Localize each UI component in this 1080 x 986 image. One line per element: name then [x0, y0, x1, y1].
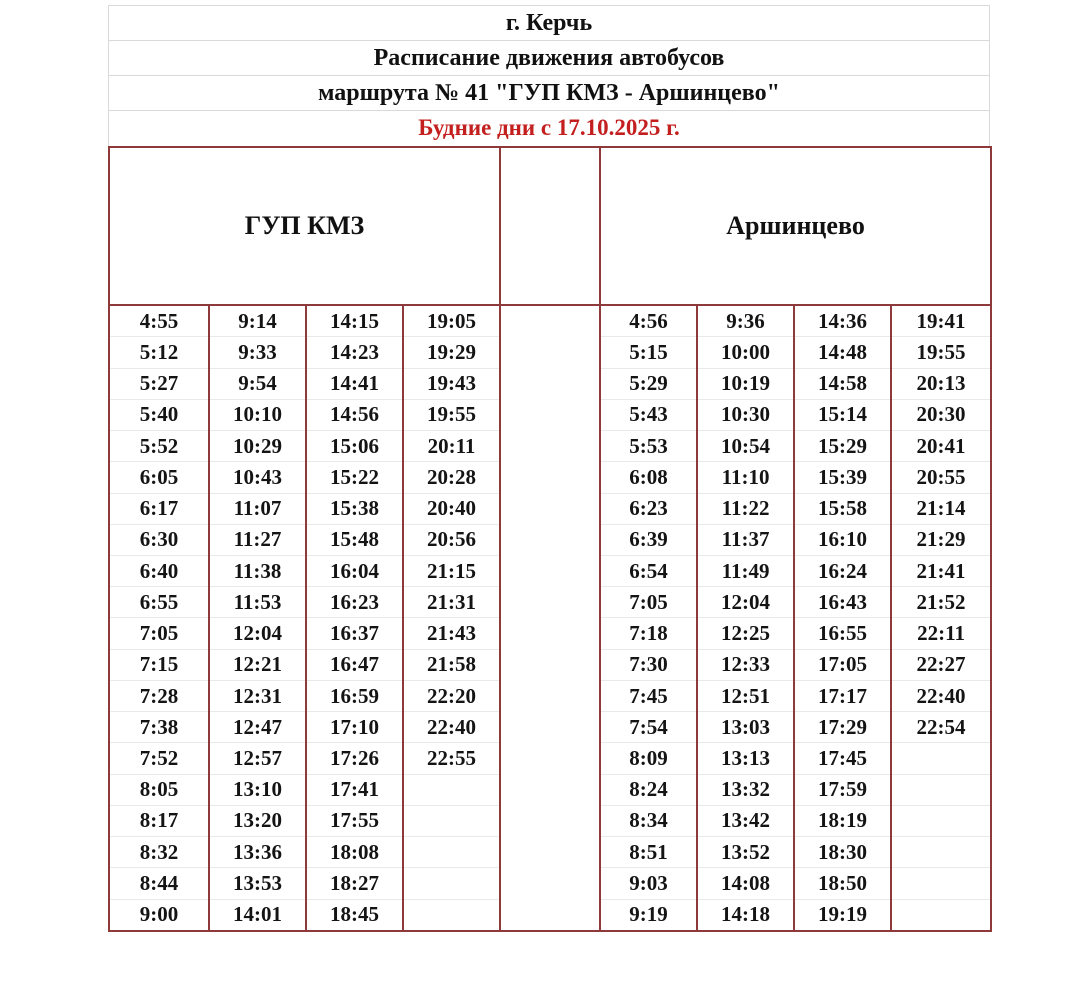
time-cell-arshintsevo: 9:36: [697, 305, 794, 337]
time-cell-arshintsevo: 21:14: [891, 493, 991, 524]
time-cell-arshintsevo: 6:23: [600, 493, 697, 524]
time-cell-arshintsevo: 5:15: [600, 337, 697, 368]
time-cell-gup-kmz: 22:20: [403, 680, 500, 711]
group-header-row: [109, 147, 991, 305]
time-cell-gup-kmz: 18:08: [306, 837, 403, 868]
time-cell-arshintsevo: 18:50: [794, 868, 891, 899]
time-cell-arshintsevo: 21:29: [891, 524, 991, 555]
time-cell-arshintsevo: 16:55: [794, 618, 891, 649]
time-cell-arshintsevo: 10:00: [697, 337, 794, 368]
schedule-sheet: [108, 5, 990, 932]
timetable: [108, 146, 992, 932]
time-cell-gup-kmz: 20:11: [403, 431, 500, 462]
time-cell-arshintsevo: 18:19: [794, 805, 891, 836]
time-cell-gup-kmz: 10:43: [209, 462, 306, 493]
time-cell-arshintsevo: 15:14: [794, 399, 891, 430]
time-cell-gup-kmz: 11:53: [209, 587, 306, 618]
time-cell-gup-kmz: 21:43: [403, 618, 500, 649]
time-cell-gup-kmz: 13:10: [209, 774, 306, 805]
time-cell-gup-kmz: 14:15: [306, 305, 403, 337]
time-cell-gup-kmz: 18:27: [306, 868, 403, 899]
time-cell-gup-kmz: 13:53: [209, 868, 306, 899]
time-cell-gup-kmz: 19:43: [403, 368, 500, 399]
time-cell-arshintsevo: 17:45: [794, 743, 891, 774]
time-cell-gup-kmz: 5:52: [109, 431, 209, 462]
time-cell-gup-kmz: 11:27: [209, 524, 306, 555]
time-cell-gup-kmz: 12:21: [209, 649, 306, 680]
time-cell-gup-kmz: [403, 868, 500, 899]
time-cell-gup-kmz: 7:28: [109, 680, 209, 711]
time-cell-gup-kmz: 9:14: [209, 305, 306, 337]
time-cell-arshintsevo: [891, 774, 991, 805]
time-cell-arshintsevo: 19:19: [794, 899, 891, 931]
time-cell-gup-kmz: 5:27: [109, 368, 209, 399]
time-cell-arshintsevo: 17:05: [794, 649, 891, 680]
time-cell-arshintsevo: 12:04: [697, 587, 794, 618]
time-cell-arshintsevo: 11:10: [697, 462, 794, 493]
time-cell-gup-kmz: 16:59: [306, 680, 403, 711]
time-cell-arshintsevo: 20:41: [891, 431, 991, 462]
time-cell-arshintsevo: 22:11: [891, 618, 991, 649]
time-cell-gup-kmz: 17:55: [306, 805, 403, 836]
timetable-body: [109, 305, 991, 931]
time-cell-arshintsevo: 19:55: [891, 337, 991, 368]
time-cell-arshintsevo: 15:39: [794, 462, 891, 493]
time-cell-gup-kmz: 12:47: [209, 712, 306, 743]
time-cell-arshintsevo: 12:33: [697, 649, 794, 680]
time-cell-arshintsevo: 19:41: [891, 305, 991, 337]
time-cell-arshintsevo: 7:30: [600, 649, 697, 680]
time-cell-gup-kmz: 6:40: [109, 555, 209, 586]
time-cell-gup-kmz: 21:15: [403, 555, 500, 586]
time-cell-arshintsevo: [891, 743, 991, 774]
time-cell-arshintsevo: 15:58: [794, 493, 891, 524]
time-cell-arshintsevo: 22:27: [891, 649, 991, 680]
time-cell-gup-kmz: 8:17: [109, 805, 209, 836]
time-cell-gup-kmz: 19:55: [403, 399, 500, 430]
time-cell-arshintsevo: 16:43: [794, 587, 891, 618]
time-cell-gup-kmz: 16:47: [306, 649, 403, 680]
time-cell-arshintsevo: 13:13: [697, 743, 794, 774]
time-cell-arshintsevo: 8:24: [600, 774, 697, 805]
time-cell-arshintsevo: 10:54: [697, 431, 794, 462]
time-cell-arshintsevo: 16:10: [794, 524, 891, 555]
time-cell-arshintsevo: 14:36: [794, 305, 891, 337]
time-cell-arshintsevo: 15:29: [794, 431, 891, 462]
time-cell-gup-kmz: [403, 899, 500, 931]
title-block: [108, 5, 990, 146]
time-cell-gup-kmz: 6:55: [109, 587, 209, 618]
time-cell-arshintsevo: 6:08: [600, 462, 697, 493]
time-cell-arshintsevo: 22:54: [891, 712, 991, 743]
time-cell-arshintsevo: [891, 837, 991, 868]
time-cell-gup-kmz: 7:05: [109, 618, 209, 649]
time-cell-arshintsevo: 17:17: [794, 680, 891, 711]
time-cell-arshintsevo: 13:32: [697, 774, 794, 805]
time-cell-gup-kmz: 12:57: [209, 743, 306, 774]
time-cell-arshintsevo: [891, 868, 991, 899]
time-cell-gup-kmz: 5:12: [109, 337, 209, 368]
time-cell-gup-kmz: 17:41: [306, 774, 403, 805]
time-cell-gup-kmz: 22:40: [403, 712, 500, 743]
time-cell-arshintsevo: 5:43: [600, 399, 697, 430]
time-cell-arshintsevo: 8:51: [600, 837, 697, 868]
time-cell-gup-kmz: 14:23: [306, 337, 403, 368]
schedule-title: Расписание движения автобусов: [109, 41, 989, 76]
timetable-header: [109, 147, 991, 305]
time-cell-arshintsevo: 5:29: [600, 368, 697, 399]
time-cell-gup-kmz: 17:10: [306, 712, 403, 743]
time-cell-arshintsevo: 5:53: [600, 431, 697, 462]
time-cell-gup-kmz: 6:17: [109, 493, 209, 524]
time-cell-gup-kmz: 22:55: [403, 743, 500, 774]
time-cell-arshintsevo: 7:45: [600, 680, 697, 711]
time-cell-gup-kmz: 20:40: [403, 493, 500, 524]
time-cell-gup-kmz: 9:00: [109, 899, 209, 931]
validity-title: Будние дни с 17.10.2025 г.: [418, 115, 680, 140]
time-cell-gup-kmz: 8:44: [109, 868, 209, 899]
time-cell-arshintsevo: 13:52: [697, 837, 794, 868]
time-cell-gup-kmz: 13:36: [209, 837, 306, 868]
time-cell-gup-kmz: 16:37: [306, 618, 403, 649]
time-cell-gup-kmz: 11:38: [209, 555, 306, 586]
time-cell-arshintsevo: 17:59: [794, 774, 891, 805]
time-cell-arshintsevo: 20:30: [891, 399, 991, 430]
time-cell-gup-kmz: 17:26: [306, 743, 403, 774]
time-cell-arshintsevo: 11:49: [697, 555, 794, 586]
time-cell-arshintsevo: 18:30: [794, 837, 891, 868]
time-cell-gup-kmz: 15:48: [306, 524, 403, 555]
time-cell-gup-kmz: 10:10: [209, 399, 306, 430]
time-cell-gup-kmz: 11:07: [209, 493, 306, 524]
time-cell-gup-kmz: 16:04: [306, 555, 403, 586]
time-cell-gup-kmz: 7:38: [109, 712, 209, 743]
time-cell-arshintsevo: 20:13: [891, 368, 991, 399]
time-cell-gup-kmz: [403, 837, 500, 868]
time-cell-arshintsevo: 22:40: [891, 680, 991, 711]
time-cell-arshintsevo: 6:54: [600, 555, 697, 586]
time-cell-gup-kmz: 18:45: [306, 899, 403, 931]
spacer-column: [500, 305, 600, 931]
schedule-row: [109, 305, 991, 337]
time-cell-arshintsevo: 11:22: [697, 493, 794, 524]
time-cell-gup-kmz: 20:56: [403, 524, 500, 555]
time-cell-gup-kmz: 12:04: [209, 618, 306, 649]
time-cell-arshintsevo: 4:56: [600, 305, 697, 337]
time-cell-gup-kmz: 4:55: [109, 305, 209, 337]
time-cell-arshintsevo: 9:03: [600, 868, 697, 899]
time-cell-arshintsevo: 9:19: [600, 899, 697, 931]
time-cell-arshintsevo: 14:48: [794, 337, 891, 368]
time-cell-gup-kmz: 15:06: [306, 431, 403, 462]
time-cell-gup-kmz: 6:05: [109, 462, 209, 493]
time-cell-gup-kmz: 21:58: [403, 649, 500, 680]
time-cell-gup-kmz: 7:52: [109, 743, 209, 774]
time-cell-gup-kmz: 16:23: [306, 587, 403, 618]
time-cell-arshintsevo: 8:34: [600, 805, 697, 836]
time-cell-gup-kmz: [403, 774, 500, 805]
time-cell-arshintsevo: 21:41: [891, 555, 991, 586]
time-cell-gup-kmz: 9:33: [209, 337, 306, 368]
time-cell-arshintsevo: 7:18: [600, 618, 697, 649]
time-cell-arshintsevo: 21:52: [891, 587, 991, 618]
time-cell-arshintsevo: 11:37: [697, 524, 794, 555]
time-cell-gup-kmz: 9:54: [209, 368, 306, 399]
time-cell-arshintsevo: 17:29: [794, 712, 891, 743]
time-cell-gup-kmz: 21:31: [403, 587, 500, 618]
time-cell-arshintsevo: 13:03: [697, 712, 794, 743]
time-cell-arshintsevo: 13:42: [697, 805, 794, 836]
time-cell-gup-kmz: 15:22: [306, 462, 403, 493]
time-cell-gup-kmz: 6:30: [109, 524, 209, 555]
time-cell-arshintsevo: 10:19: [697, 368, 794, 399]
spacer-header-cell: [500, 147, 600, 305]
time-cell-arshintsevo: 8:09: [600, 743, 697, 774]
time-cell-gup-kmz: [403, 805, 500, 836]
time-cell-gup-kmz: 19:29: [403, 337, 500, 368]
time-cell-arshintsevo: 10:30: [697, 399, 794, 430]
time-cell-arshintsevo: 7:05: [600, 587, 697, 618]
time-cell-arshintsevo: 16:24: [794, 555, 891, 586]
time-cell-arshintsevo: 14:58: [794, 368, 891, 399]
time-cell-arshintsevo: 12:51: [697, 680, 794, 711]
time-cell-arshintsevo: 12:25: [697, 618, 794, 649]
route-title: маршрута № 41 "ГУП КМЗ - Аршинцево": [109, 76, 989, 111]
time-cell-gup-kmz: 19:05: [403, 305, 500, 337]
time-cell-gup-kmz: 10:29: [209, 431, 306, 462]
time-cell-gup-kmz: 5:40: [109, 399, 209, 430]
time-cell-gup-kmz: 14:41: [306, 368, 403, 399]
time-cell-gup-kmz: 7:15: [109, 649, 209, 680]
time-cell-gup-kmz: 8:32: [109, 837, 209, 868]
time-cell-gup-kmz: 13:20: [209, 805, 306, 836]
time-cell-arshintsevo: 20:55: [891, 462, 991, 493]
time-cell-arshintsevo: [891, 805, 991, 836]
time-cell-gup-kmz: 20:28: [403, 462, 500, 493]
time-cell-arshintsevo: 14:18: [697, 899, 794, 931]
time-cell-arshintsevo: 14:08: [697, 868, 794, 899]
time-cell-gup-kmz: 14:56: [306, 399, 403, 430]
column-group-gup-kmz: ГУП КМЗ: [109, 147, 500, 305]
column-group-arshintsevo: Аршинцево: [600, 147, 991, 305]
time-cell-arshintsevo: 7:54: [600, 712, 697, 743]
time-cell-gup-kmz: 14:01: [209, 899, 306, 931]
time-cell-arshintsevo: [891, 899, 991, 931]
time-cell-arshintsevo: 6:39: [600, 524, 697, 555]
time-cell-gup-kmz: 12:31: [209, 680, 306, 711]
time-cell-gup-kmz: 8:05: [109, 774, 209, 805]
city-title: г. Керчь: [109, 6, 989, 41]
time-cell-gup-kmz: 15:38: [306, 493, 403, 524]
